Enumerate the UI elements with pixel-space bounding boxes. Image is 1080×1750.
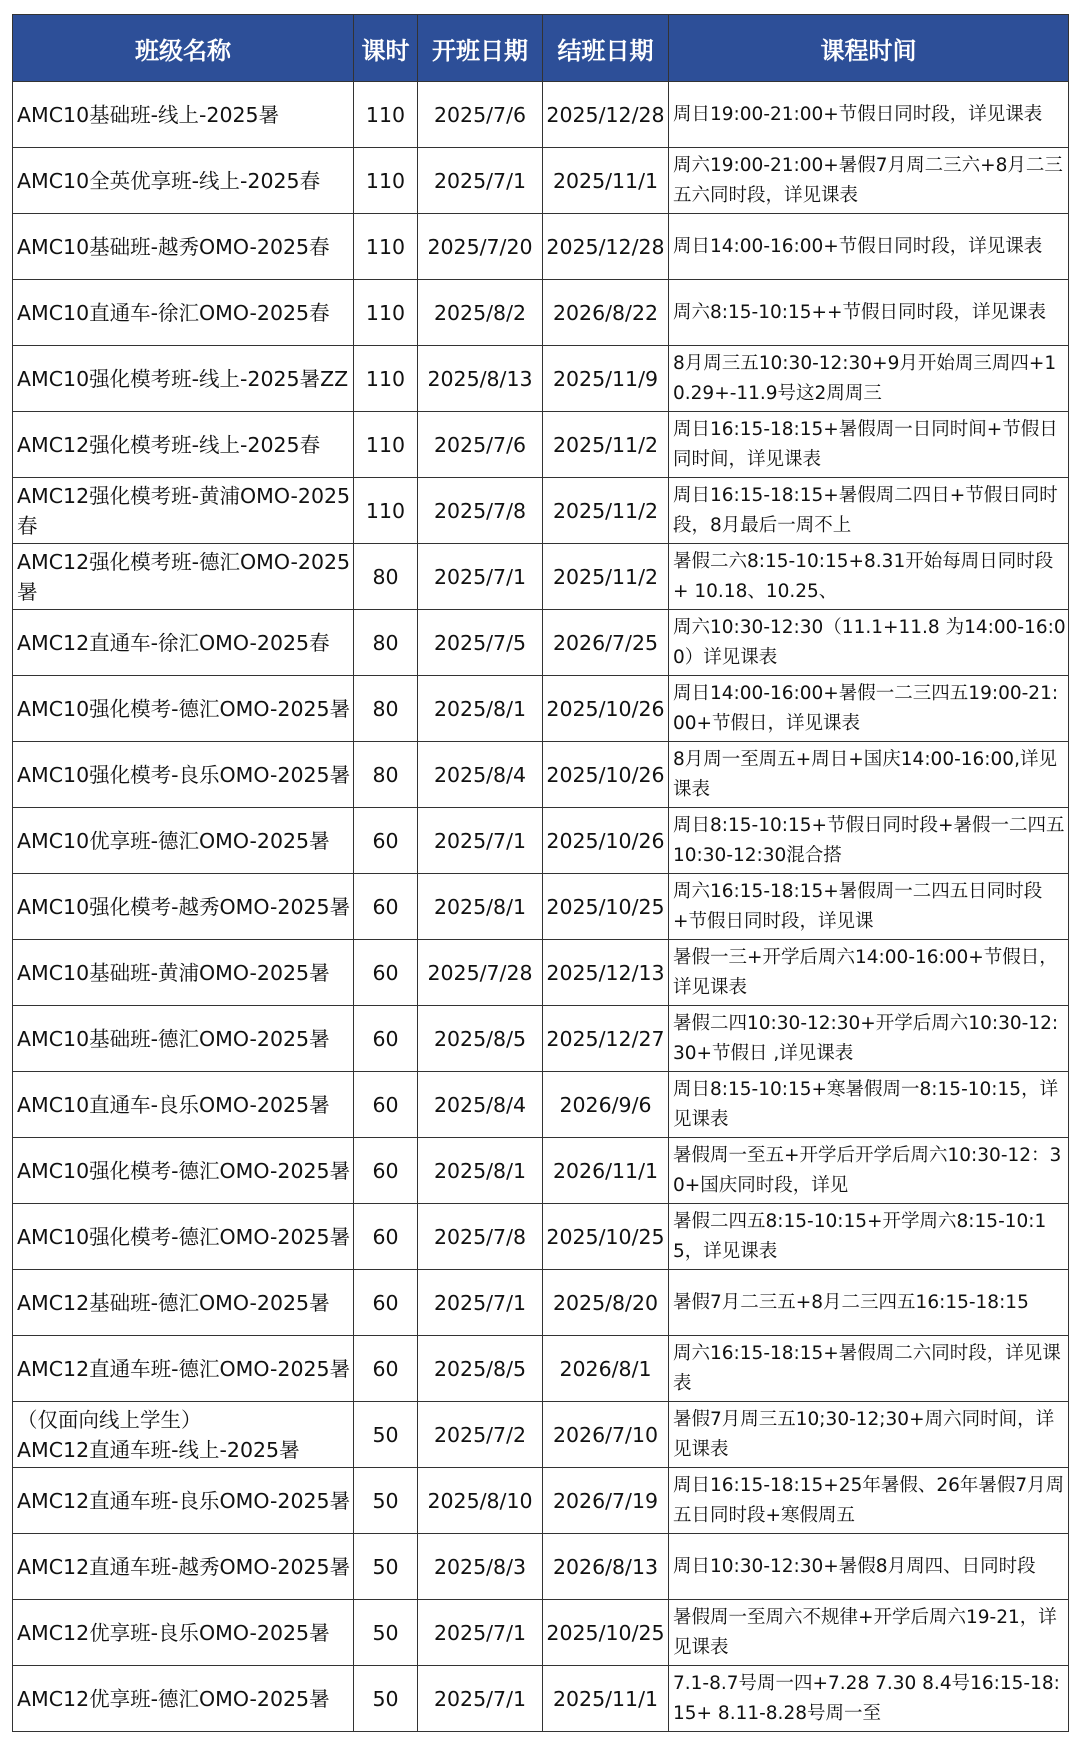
class-name: AMC10基础班-越秀OMO-2025春 xyxy=(17,234,330,259)
course-time-cell xyxy=(669,346,1069,412)
course-time-text: 周日14:00-16:00+节假日同时段，详见课表 xyxy=(673,235,1043,257)
table-row xyxy=(13,1006,1069,1072)
end-date-cell: 2025/10/25 xyxy=(543,1204,669,1270)
table-row xyxy=(13,148,1069,214)
course-time-cell xyxy=(669,82,1069,148)
start-date-cell: 2025/8/5 xyxy=(418,1006,543,1072)
class-name-cell xyxy=(13,1666,354,1732)
start-date-cell: 2025/8/13 xyxy=(418,346,543,412)
table-row xyxy=(13,1468,1069,1534)
class-name: AMC10强化模考-良乐OMO-2025暑 xyxy=(17,762,351,787)
course-time-cell xyxy=(669,1534,1069,1600)
end-date-cell: 2025/11/1 xyxy=(543,148,669,214)
table-row xyxy=(13,874,1069,940)
hours-cell: 110 xyxy=(354,346,418,412)
course-time-text: 周日19:00-21:00+节假日同时段，详见课表 xyxy=(673,103,1043,125)
course-time-cell xyxy=(669,148,1069,214)
end-date-cell: 2025/10/26 xyxy=(543,742,669,808)
end-date-cell: 2025/11/9 xyxy=(543,346,669,412)
hours-cell: 60 xyxy=(354,1204,418,1270)
course-time-cell xyxy=(669,1402,1069,1468)
class-name-cell xyxy=(13,874,354,940)
class-name: AMC10强化模考-德汇OMO-2025暑 xyxy=(17,1224,351,1249)
start-date-cell: 2025/8/1 xyxy=(418,1138,543,1204)
start-date-cell: 2025/7/2 xyxy=(418,1402,543,1468)
start-date-cell: 2025/7/8 xyxy=(418,1204,543,1270)
header-course-time: 课程时间 xyxy=(669,15,1069,82)
course-time-text: 周日16:15-18:15+暑假周一日同时间+节假日同时间，详见课表 xyxy=(673,418,1058,470)
table-row xyxy=(13,1270,1069,1336)
hours-cell: 80 xyxy=(354,742,418,808)
class-name-cell xyxy=(13,1006,354,1072)
course-time-text: 暑假7月周三五10;30-12;30+周六同时间，详见课表 xyxy=(673,1408,1055,1460)
table-row xyxy=(13,1666,1069,1732)
class-name-cell xyxy=(13,940,354,1006)
end-date-cell: 2025/10/25 xyxy=(543,1600,669,1666)
header-hours: 课时 xyxy=(354,15,418,82)
start-date-cell: 2025/8/10 xyxy=(418,1468,543,1534)
start-date-cell: 2025/8/3 xyxy=(418,1534,543,1600)
class-name-cell xyxy=(13,742,354,808)
table-row xyxy=(13,478,1069,544)
table-row xyxy=(13,1138,1069,1204)
class-name: AMC10全英优享班-线上-2025春 xyxy=(17,168,321,193)
course-time-text: 周日8:15-10:15+节假日同时段+暑假一二四五10:30-12:30混合搭 xyxy=(673,814,1065,866)
end-date-cell: 2025/8/20 xyxy=(543,1270,669,1336)
class-name: AMC10强化模考-越秀OMO-2025暑 xyxy=(17,894,351,919)
hours-cell: 110 xyxy=(354,412,418,478)
class-name-cell xyxy=(13,412,354,478)
course-time-cell xyxy=(669,1138,1069,1204)
class-name: AMC10优享班-德汇OMO-2025暑 xyxy=(17,828,330,853)
hours-cell: 60 xyxy=(354,940,418,1006)
class-name: AMC12基础班-德汇OMO-2025暑 xyxy=(17,1290,330,1315)
course-time-cell xyxy=(669,742,1069,808)
hours-cell: 60 xyxy=(354,1336,418,1402)
course-time-text: 周六16:15-18:15+暑假周二六同时段，详见课表 xyxy=(673,1342,1061,1394)
class-name-cell xyxy=(13,478,354,544)
end-date-cell: 2026/7/10 xyxy=(543,1402,669,1468)
class-name: AMC12直通车班-线上-2025暑 xyxy=(17,1437,300,1462)
table-header xyxy=(13,15,1069,82)
start-date-cell: 2025/8/4 xyxy=(418,1072,543,1138)
course-time-text: 周六8:15-10:15++节假日同时段，详见课表 xyxy=(673,301,1047,323)
class-name-cell xyxy=(13,1402,354,1468)
start-date-cell: 2025/8/1 xyxy=(418,874,543,940)
end-date-cell: 2026/8/13 xyxy=(543,1534,669,1600)
course-time-text: 周六10:30-12:30（11.1+11.8 为14:00-16:00）详见课表 xyxy=(673,616,1066,668)
course-time-cell xyxy=(669,940,1069,1006)
course-time-text: 周日8:15-10:15+寒暑假周一8:15-10:15，详见课表 xyxy=(673,1078,1059,1130)
table-row xyxy=(13,544,1069,610)
table-row xyxy=(13,82,1069,148)
class-name: AMC10基础班-黄浦OMO-2025暑 xyxy=(17,960,330,985)
table-row xyxy=(13,346,1069,412)
table-row xyxy=(13,1204,1069,1270)
class-name-cell xyxy=(13,1468,354,1534)
start-date-cell: 2025/8/5 xyxy=(418,1336,543,1402)
hours-cell: 110 xyxy=(354,478,418,544)
end-date-cell: 2026/7/25 xyxy=(543,610,669,676)
course-time-cell xyxy=(669,214,1069,280)
hours-cell: 60 xyxy=(354,1138,418,1204)
start-date-cell: 2025/7/1 xyxy=(418,808,543,874)
start-date-cell: 2025/7/20 xyxy=(418,214,543,280)
end-date-cell: 2025/10/26 xyxy=(543,808,669,874)
end-date-cell: 2025/12/13 xyxy=(543,940,669,1006)
hours-cell: 50 xyxy=(354,1600,418,1666)
hours-cell: 60 xyxy=(354,1072,418,1138)
end-date-cell: 2025/12/28 xyxy=(543,82,669,148)
class-name: AMC12直通车班-德汇OMO-2025暑 xyxy=(17,1356,351,1381)
start-date-cell: 2025/8/1 xyxy=(418,676,543,742)
course-time-cell xyxy=(669,280,1069,346)
table-row xyxy=(13,742,1069,808)
course-time-cell xyxy=(669,1468,1069,1534)
table-row xyxy=(13,940,1069,1006)
course-time-text: 8月周一至周五+周日+国庆14:00-16:00,详见课表 xyxy=(673,748,1057,800)
course-time-text: 周日16:15-18:15+暑假周二四日+节假日同时段，8月最后一周不上 xyxy=(673,484,1058,536)
hours-cell: 80 xyxy=(354,610,418,676)
table-row xyxy=(13,1402,1069,1468)
class-name-cell xyxy=(13,610,354,676)
class-name: AMC10基础班-线上-2025暑 xyxy=(17,102,280,127)
table-row xyxy=(13,676,1069,742)
class-name-cell xyxy=(13,808,354,874)
start-date-cell: 2025/7/28 xyxy=(418,940,543,1006)
start-date-cell: 2025/7/1 xyxy=(418,1270,543,1336)
end-date-cell: 2026/8/1 xyxy=(543,1336,669,1402)
class-name-cell xyxy=(13,214,354,280)
end-date-cell: 2025/12/28 xyxy=(543,214,669,280)
course-time-cell xyxy=(669,1204,1069,1270)
end-date-cell: 2025/10/26 xyxy=(543,676,669,742)
class-name: AMC12直通车-徐汇OMO-2025春 xyxy=(17,630,330,655)
header-start-date: 开班日期 xyxy=(418,15,543,82)
course-time-text: 7.1-8.7号周一四+7.28 7.30 8.4号16:15-18:15+ 8.11-8.28号周一至 xyxy=(673,1672,1060,1724)
end-date-cell: 2026/7/19 xyxy=(543,1468,669,1534)
course-time-cell xyxy=(669,1666,1069,1732)
course-time-cell xyxy=(669,1072,1069,1138)
class-name-cell xyxy=(13,1204,354,1270)
table-row xyxy=(13,412,1069,478)
class-name-cell xyxy=(13,676,354,742)
class-name-cell xyxy=(13,1072,354,1138)
course-time-cell xyxy=(669,1600,1069,1666)
hours-cell: 110 xyxy=(354,214,418,280)
class-name: AMC10强化模考班-线上-2025暑ZZ xyxy=(17,366,349,391)
table-row xyxy=(13,1600,1069,1666)
hours-cell: 50 xyxy=(354,1534,418,1600)
course-time-cell xyxy=(669,1270,1069,1336)
class-name: AMC10强化模考-德汇OMO-2025暑 xyxy=(17,696,351,721)
course-time-cell xyxy=(669,808,1069,874)
course-time-cell xyxy=(669,874,1069,940)
course-time-cell xyxy=(669,544,1069,610)
start-date-cell: 2025/7/1 xyxy=(418,544,543,610)
class-name-cell xyxy=(13,1534,354,1600)
class-name: AMC12强化模考班-黄浦OMO-2025春 xyxy=(17,483,351,538)
table-row xyxy=(13,1072,1069,1138)
start-date-cell: 2025/7/6 xyxy=(418,412,543,478)
hours-cell: 110 xyxy=(354,280,418,346)
course-time-cell xyxy=(669,610,1069,676)
course-time-text: 周日14:00-16:00+暑假一二三四五19:00-21:00+节假日，详见课表 xyxy=(673,682,1059,734)
class-name: AMC12优享班-良乐OMO-2025暑 xyxy=(17,1620,330,1645)
start-date-cell: 2025/7/8 xyxy=(418,478,543,544)
end-date-cell: 2026/11/1 xyxy=(543,1138,669,1204)
table-row xyxy=(13,808,1069,874)
course-time-text: 暑假一三+开学后周六14:00-16:00+节假日，详见课表 xyxy=(673,946,1058,998)
course-time-cell xyxy=(669,1006,1069,1072)
table-row xyxy=(13,214,1069,280)
hours-cell: 50 xyxy=(354,1468,418,1534)
course-time-text: 周六19:00-21:00+暑假7月周二三六+8月二三五六同时段，详见课表 xyxy=(673,154,1063,206)
start-date-cell: 2025/8/4 xyxy=(418,742,543,808)
class-name-cell xyxy=(13,82,354,148)
class-name: AMC10直通车-良乐OMO-2025暑 xyxy=(17,1092,330,1117)
end-date-cell: 2025/11/2 xyxy=(543,478,669,544)
end-date-cell: 2026/9/6 xyxy=(543,1072,669,1138)
course-time-text: 暑假7月二三五+8月二三四五16:15-18:15 xyxy=(673,1291,1029,1313)
class-name: AMC12直通车班-良乐OMO-2025暑 xyxy=(17,1488,351,1513)
schedule-table xyxy=(12,14,1069,1732)
course-time-text: 周日10:30-12:30+暑假8月周四、日同时段 xyxy=(673,1555,1036,1577)
class-name-cell xyxy=(13,1138,354,1204)
table-row xyxy=(13,280,1069,346)
course-time-cell xyxy=(669,676,1069,742)
class-name: AMC12直通车班-越秀OMO-2025暑 xyxy=(17,1554,351,1579)
course-time-cell xyxy=(669,412,1069,478)
hours-cell: 60 xyxy=(354,874,418,940)
hours-cell: 60 xyxy=(354,1006,418,1072)
table-row xyxy=(13,1534,1069,1600)
start-date-cell: 2025/7/1 xyxy=(418,1666,543,1732)
start-date-cell: 2025/7/5 xyxy=(418,610,543,676)
end-date-cell: 2025/10/25 xyxy=(543,874,669,940)
hours-cell: 110 xyxy=(354,82,418,148)
course-time-text: 暑假二六8:15-10:15+8.31开始每周日同时段+ 10.18、10.25、 xyxy=(673,550,1054,602)
course-time-cell xyxy=(669,1336,1069,1402)
class-name-cell xyxy=(13,346,354,412)
start-date-cell: 2025/7/6 xyxy=(418,82,543,148)
class-name-cell xyxy=(13,1600,354,1666)
end-date-cell: 2025/11/2 xyxy=(543,412,669,478)
hours-cell: 80 xyxy=(354,544,418,610)
class-name: AMC10基础班-德汇OMO-2025暑 xyxy=(17,1026,330,1051)
hours-cell: 50 xyxy=(354,1666,418,1732)
hours-cell: 50 xyxy=(354,1402,418,1468)
header-end-date: 结班日期 xyxy=(543,15,669,82)
course-time-cell xyxy=(669,478,1069,544)
class-name-cell xyxy=(13,280,354,346)
course-time-text: 暑假周一至五+开学后开学后周六10:30-12：30+国庆同时段，详见 xyxy=(673,1144,1062,1196)
course-time-text: 周日16:15-18:15+25年暑假、26年暑假7月周五日同时段+寒假周五 xyxy=(673,1474,1065,1526)
end-date-cell: 2026/8/22 xyxy=(543,280,669,346)
class-name: AMC12强化模考班-线上-2025春 xyxy=(17,432,321,457)
header-row xyxy=(13,15,1069,82)
hours-cell: 110 xyxy=(354,148,418,214)
class-name-cell xyxy=(13,544,354,610)
end-date-cell: 2025/12/27 xyxy=(543,1006,669,1072)
course-time-text: 暑假二四五8:15-10:15+开学周六8:15-10:15，详见课表 xyxy=(673,1210,1047,1262)
header-class-name: 班级名称 xyxy=(13,15,354,82)
class-name-note: （仅面向线上学生） xyxy=(17,1407,202,1432)
hours-cell: 80 xyxy=(354,676,418,742)
table-body xyxy=(13,82,1069,1732)
end-date-cell: 2025/11/2 xyxy=(543,544,669,610)
class-name-cell xyxy=(13,1270,354,1336)
table-row xyxy=(13,1336,1069,1402)
class-name: AMC12强化模考班-德汇OMO-2025暑 xyxy=(17,549,351,604)
hours-cell: 60 xyxy=(354,808,418,874)
start-date-cell: 2025/8/2 xyxy=(418,280,543,346)
course-time-text: 暑假周一至周六不规律+开学后周六19-21，详见课表 xyxy=(673,1606,1057,1658)
course-time-text: 暑假二四10:30-12:30+开学后周六10:30-12:30+节假日 ,详见课表 xyxy=(673,1012,1059,1064)
course-time-text: 周六16:15-18:15+暑假周一二四五日同时段+节假日同时段，详见课 xyxy=(673,880,1043,932)
start-date-cell: 2025/7/1 xyxy=(418,1600,543,1666)
class-name: AMC12优享班-德汇OMO-2025暑 xyxy=(17,1686,330,1711)
class-name: AMC10强化模考-德汇OMO-2025暑 xyxy=(17,1158,351,1183)
table-row xyxy=(13,610,1069,676)
hours-cell: 60 xyxy=(354,1270,418,1336)
class-name: AMC10直通车-徐汇OMO-2025春 xyxy=(17,300,330,325)
start-date-cell: 2025/7/1 xyxy=(418,148,543,214)
course-time-text: 8月周三五10:30-12:30+9月开始周三周四+10.29+-11.9号这2周周三 xyxy=(673,352,1057,404)
end-date-cell: 2025/11/1 xyxy=(543,1666,669,1732)
class-name-cell xyxy=(13,148,354,214)
class-name-cell xyxy=(13,1336,354,1402)
